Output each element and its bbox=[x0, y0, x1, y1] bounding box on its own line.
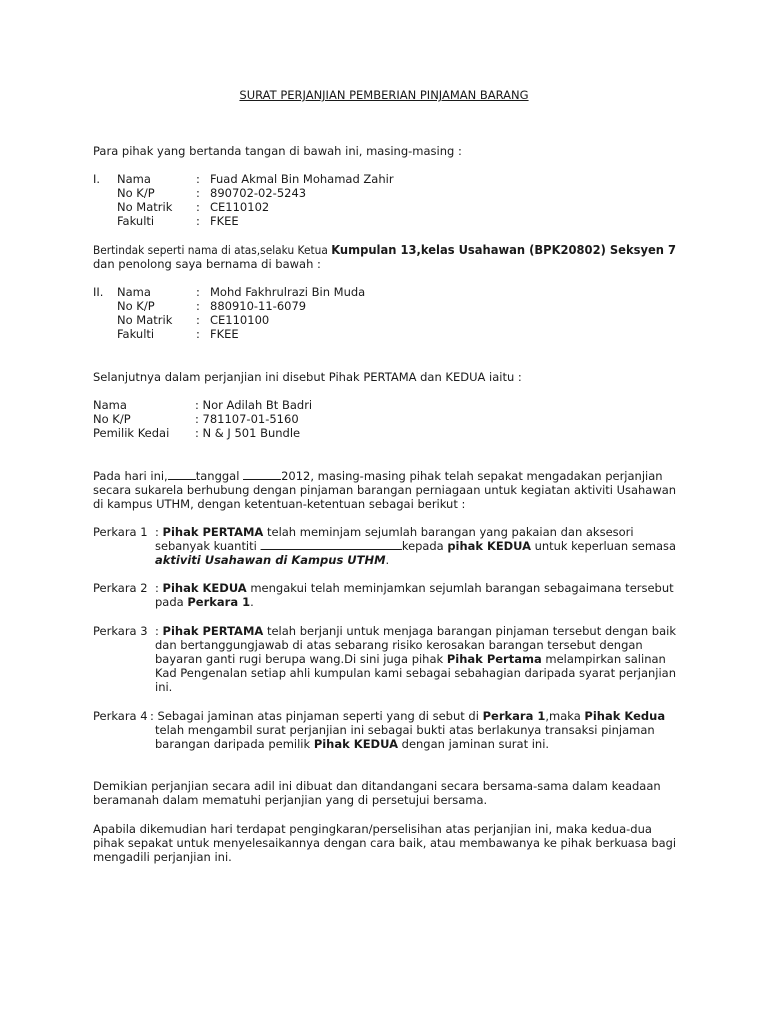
party-two-faculty-label: Fakulti bbox=[117, 327, 155, 341]
party-one-faculty-value: FKEE bbox=[210, 214, 239, 228]
closing-2-line-1: Apabila dikemudian hari terdapat pengingkaran/perselisihan atas perjanjian ini, maka kedua-dua bbox=[93, 822, 652, 836]
party-two-name-sep: : bbox=[196, 285, 200, 299]
perkara-1-line-1 bbox=[93, 525, 148, 540]
party-one-ic-label: No K/P bbox=[117, 186, 155, 200]
intro-text: Para pihak yang bertanda tangan di bawah ini, masing-masing : bbox=[93, 144, 462, 158]
perkara-1-purpose-text: untuk keperluan semasa bbox=[530, 539, 677, 553]
perkara-3-party: Pihak PERTAMA bbox=[162, 624, 264, 638]
owner-ic-label: No K/P bbox=[93, 412, 131, 426]
perkara-3-line-5: ini. bbox=[155, 680, 173, 694]
closing-1-line-2: beramanah dalam mematuhi perjanjian yang di persetujui bersama. bbox=[93, 793, 488, 807]
party-one-ic-value: 890702-02-5243 bbox=[210, 186, 307, 200]
owner-shop-value: : N & J 501 Bundle bbox=[195, 426, 301, 440]
perkara-3-party-first: Pihak Pertama bbox=[446, 652, 542, 666]
perkara-4-ref: Perkara 1 bbox=[482, 709, 546, 723]
party-one-name-label: Nama bbox=[117, 172, 151, 186]
perkara-4-party: Pihak Kedua bbox=[584, 709, 666, 723]
party-two-faculty-sep: : bbox=[196, 327, 200, 341]
perkara-2-label: Perkara 2 bbox=[93, 581, 148, 595]
party-two-matric-label: No Matrik bbox=[117, 313, 173, 327]
agreement-year-text: 2012, masing-masing pihak telah sepakat mengadakan perjanjian bbox=[281, 469, 663, 483]
document-title: SURAT PERJANJIAN PEMBERIAN PINJAMAN BARANG bbox=[239, 88, 529, 102]
party-two-name-label: Nama bbox=[117, 285, 151, 299]
perkara-2-text: mengakui telah meminjamkan sejumlah barangan sebagaimana tersebut bbox=[246, 581, 674, 595]
owner-name-value: : Nor Adilah Bt Badri bbox=[195, 398, 313, 412]
perkara-3-line-2: dan bertanggungjawab di atas sebarang risiko kerosakan barangan tersebut dengan bbox=[155, 638, 643, 652]
perkara-2-party: Pihak KEDUA bbox=[162, 581, 247, 595]
party-one-faculty-label: Fakulti bbox=[117, 214, 155, 228]
perkara-1-line-2 bbox=[155, 539, 676, 554]
perkara-4-label: Perkara 4 bbox=[93, 709, 148, 723]
party-one-matric-label: No Matrik bbox=[117, 200, 173, 214]
perkara-1-quantity-text: sebanyak kuantiti bbox=[155, 539, 261, 553]
perkara-3-text: telah berjanji untuk menjaga barangan pinjaman tersebut dengan baik bbox=[263, 624, 676, 638]
perkara-3-line-4: Kad Pengenalan setiap ahli kumpulan kami sebagai sebahagian daripada syarat perjanjian bbox=[155, 666, 676, 680]
perkara-1-colon: : bbox=[155, 525, 163, 539]
party-one-faculty-sep: : bbox=[196, 214, 200, 228]
perkara-2-ref: Perkara 1 bbox=[187, 595, 251, 609]
perkara-1-text-1 bbox=[155, 525, 634, 540]
perkara-4-then-text: ,maka bbox=[545, 709, 585, 723]
party-two-faculty-value: FKEE bbox=[210, 327, 239, 341]
perkara-1-period: . bbox=[385, 553, 390, 567]
party-two-matric-sep: : bbox=[196, 313, 200, 327]
owner-shop-label: Pemilik Kedai bbox=[93, 426, 170, 440]
day-blank bbox=[168, 469, 196, 480]
perkara-3-line-3 bbox=[155, 652, 666, 667]
perkara-4-text-c: dengan jaminan surat ini. bbox=[397, 737, 550, 751]
perkara-4-party-second: Pihak KEDUA bbox=[313, 737, 398, 751]
quantity-blank bbox=[260, 539, 401, 550]
party-two-ic-label: No K/P bbox=[117, 299, 155, 313]
party-one-name-value: Fuad Akmal Bin Mohamad Zahir bbox=[210, 172, 394, 186]
party-one-numeral: I. bbox=[93, 172, 101, 186]
perkara-2-colon: : bbox=[155, 581, 163, 595]
acting-group-bold: Kumpulan 13,kelas Usahawan (BPK20802) Seksyen 7 bbox=[331, 242, 676, 257]
perkara-2-line-1 bbox=[155, 581, 674, 596]
owner-name-label: Nama bbox=[93, 398, 127, 412]
date-blank bbox=[243, 469, 281, 480]
perkara-3-colon: : bbox=[155, 624, 163, 638]
parties-intro-text: Selanjutnya dalam perjanjian ini disebut Pihak PERTAMA dan KEDUA iaitu : bbox=[93, 370, 522, 384]
party-two-ic-value: 880910-11-6079 bbox=[210, 299, 307, 313]
perkara-2-line-2 bbox=[155, 595, 254, 610]
agreement-day-text: Pada hari ini, bbox=[93, 469, 168, 483]
perkara-3-text-c: melampirkan salinan bbox=[541, 652, 666, 666]
perkara-4-text-a: barangan daripada pemilik bbox=[155, 737, 314, 751]
perkara-2-on-text: pada bbox=[155, 595, 188, 609]
perkara-1-line-3 bbox=[155, 553, 389, 568]
perkara-3-line-1 bbox=[155, 624, 676, 639]
party-two-ic-sep: : bbox=[196, 299, 200, 313]
party-two-numeral: II. bbox=[93, 285, 104, 299]
perkara-1-label: Perkara 1 bbox=[93, 525, 148, 539]
perkara-1-party-second: pihak KEDUA bbox=[447, 539, 531, 553]
perkara-4-line-3 bbox=[155, 737, 549, 752]
agreement-line-3: di kampus UTHM, dengan ketentuan-ketentuan sebagai berikut : bbox=[93, 497, 466, 511]
perkara-4-line-2: telah mengambil surat perjanjian ini sebagai bukti atas berlakunya transaksi pinjaman bbox=[155, 723, 655, 737]
perkara-4-text: Sebagai jaminan atas pinjaman seperti yang di sebut di bbox=[157, 709, 483, 723]
perkara-1-text: telah meminjam sejumlah barangan yang pakaian dan aksesori bbox=[263, 525, 634, 539]
acting-line-2: dan penolong saya bernama di bawah : bbox=[93, 257, 321, 271]
perkara-1-to-text: kepada bbox=[401, 539, 448, 553]
perkara-3-text-a: bayaran ganti rugi berupa wang.Di sini juga pihak bbox=[155, 652, 447, 666]
perkara-3-label: Perkara 3 bbox=[93, 624, 148, 638]
acting-line-1 bbox=[93, 243, 676, 258]
perkara-4-colon: : bbox=[150, 709, 158, 723]
owner-ic-value: : 781107-01-5160 bbox=[195, 412, 299, 426]
party-one-ic-sep: : bbox=[196, 186, 200, 200]
closing-2-line-2: pihak sepakat untuk menyelesaikannya dengan cara baik, atau membawanya ke pihak berkuasa bagi bbox=[93, 836, 677, 850]
closing-1-line-1: Demikian perjanjian secara adil ini dibuat dan ditandangani secara bersama-sama dalam keadaan bbox=[93, 779, 661, 793]
party-one-name-sep: : bbox=[196, 172, 200, 186]
perkara-2-period: . bbox=[250, 595, 254, 609]
agreement-line-1 bbox=[93, 469, 663, 484]
agreement-date-text: tanggal bbox=[195, 469, 244, 483]
party-two-matric-value: CE110100 bbox=[210, 313, 270, 327]
party-one-matric-sep: : bbox=[196, 200, 200, 214]
agreement-line-2: secara sukarela berhubung dengan pinjaman barangan perniagaan untuk kegiatan aktiviti Usahawan bbox=[93, 483, 677, 497]
closing-2-line-3: mengadili perjanjian ini. bbox=[93, 850, 232, 864]
party-one-matric-value: CE110102 bbox=[210, 200, 270, 214]
party-two-name-value: Mohd Fakhrulrazi Bin Muda bbox=[210, 285, 366, 299]
perkara-1-party-first: Pihak PERTAMA bbox=[162, 525, 264, 539]
perkara-1-activity: aktiviti Usahawan di Kampus UTHM bbox=[155, 553, 386, 567]
perkara-4-line-1 bbox=[150, 709, 665, 724]
acting-text: Bertindak seperti nama di atas,selaku Ketua bbox=[93, 243, 332, 257]
